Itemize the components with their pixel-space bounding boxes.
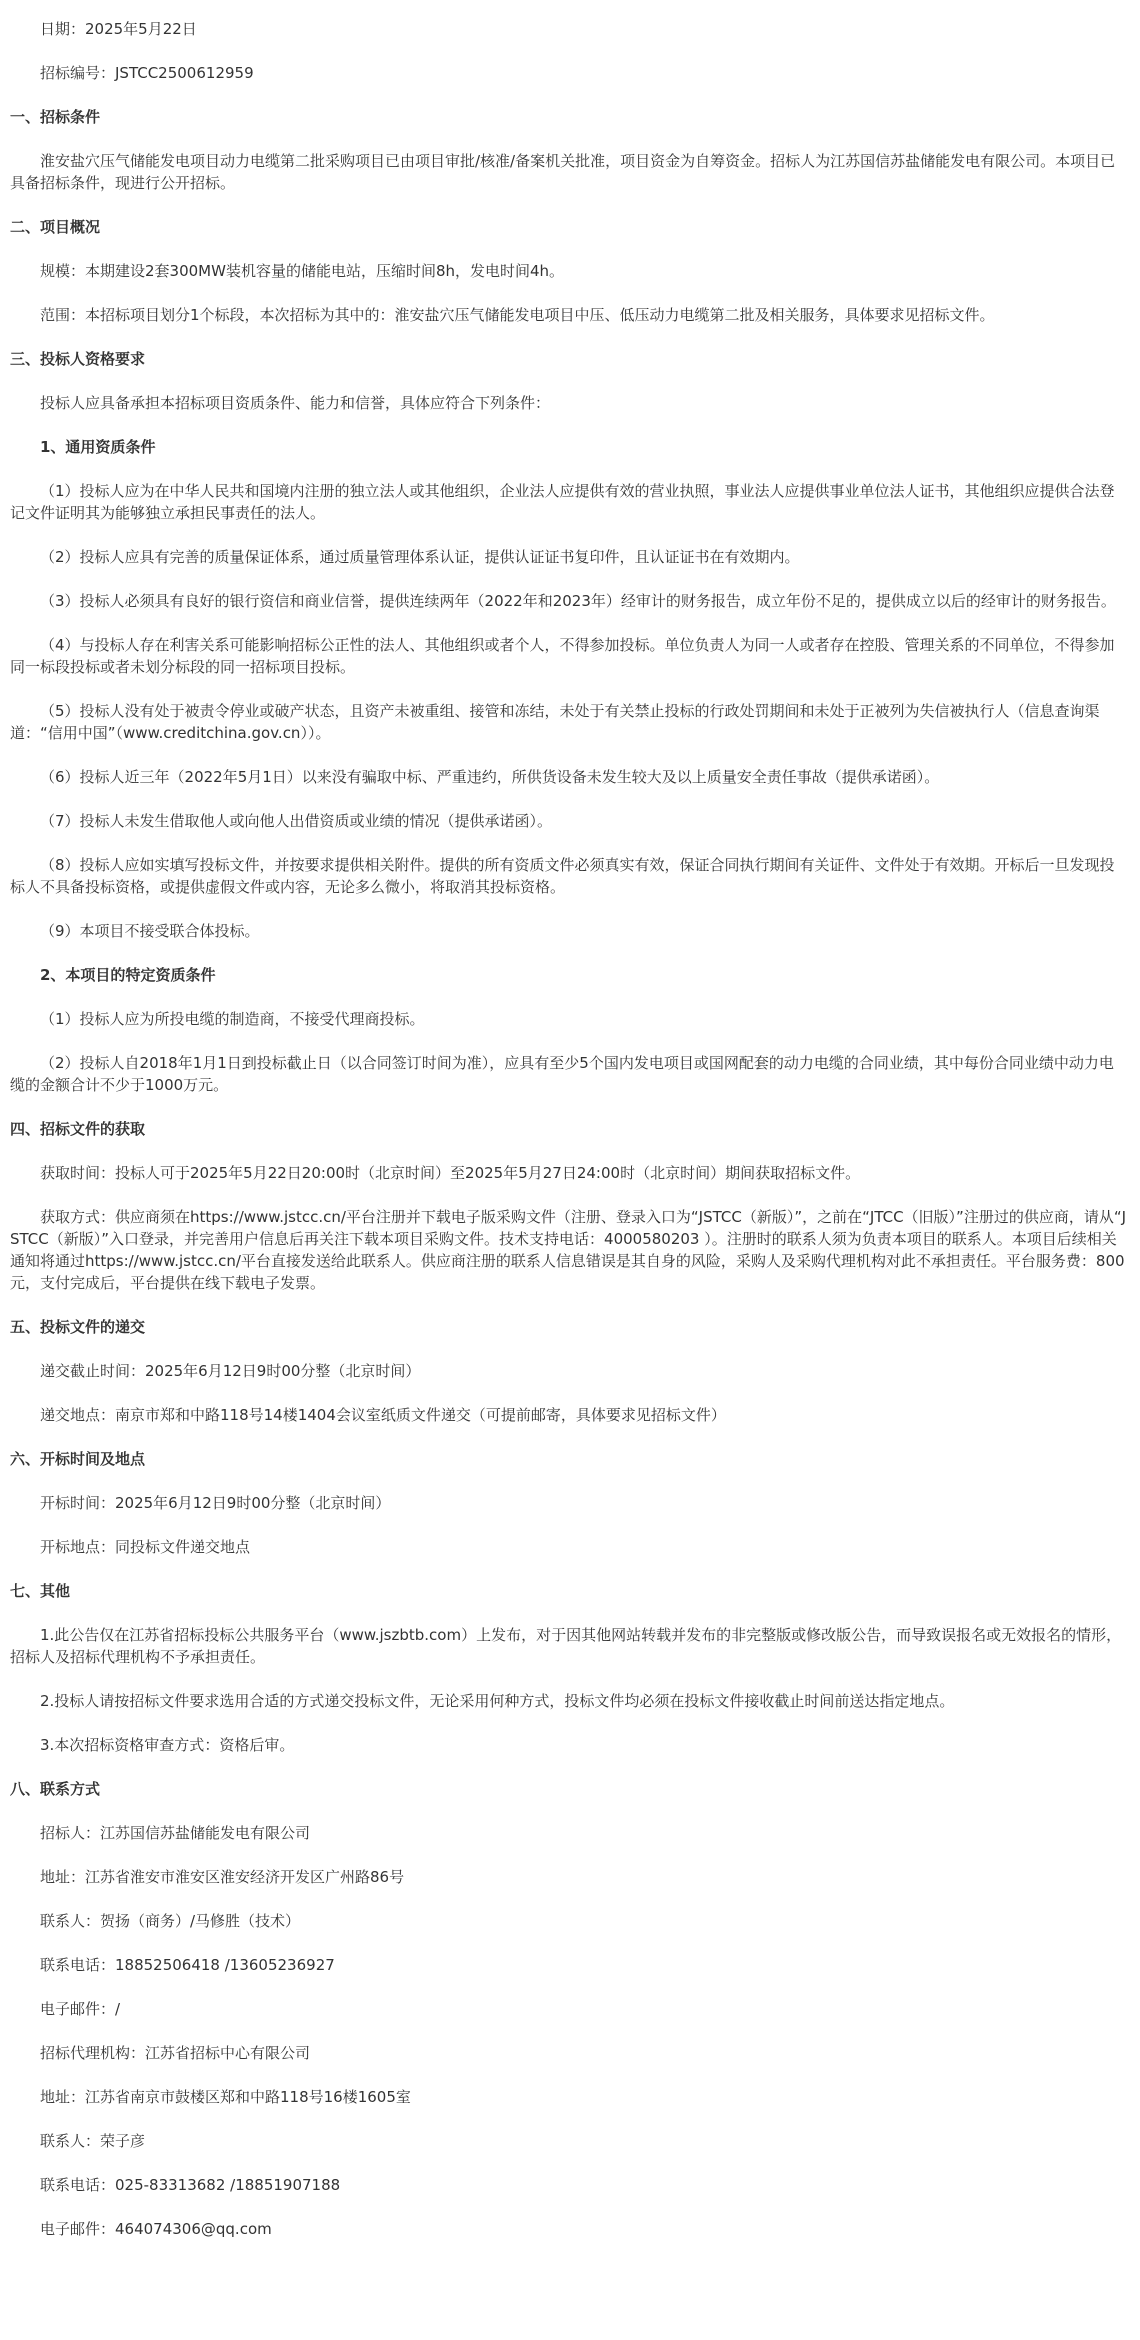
paragraph: （9）本项目不接受联合体投标。: [40, 922, 260, 940]
paragraph: 递交截止时间：2025年6月12日9时00分整（北京时间）: [40, 1362, 421, 1380]
paragraph: 联系人：荣子彦: [40, 2132, 146, 2150]
paragraph: 获取时间：投标人可于2025年5月22日20:00时（北京时间）至2025年5月27日24:00时（北京时间）期间获取招标文件。: [40, 1164, 861, 1182]
paragraph: （8）投标人应如实填写投标文件，并按要求提供相关附件。提供的所有资质文件必须真实有效，保证合同执行期间有关证件、文件处于有效期。开标后一旦发现投标人不具备投标资格，或提供虚假文件或内容，无论多么微小，将取消其投标资格。: [10, 856, 1115, 896]
paragraph: （1）投标人应为在中华人民共和国境内注册的独立法人或其他组织，企业法人应提供有效的营业执照，事业法人应提供事业单位法人证书，其他组织应提供合法登记文件证明其为能够独立承担民事责任的法人。: [10, 482, 1115, 522]
section-heading: 二、项目概况: [10, 218, 101, 236]
section-heading: 六、开标时间及地点: [10, 1450, 146, 1468]
section-heading: 七、其他: [10, 1582, 71, 1600]
paragraph: 联系电话：18852506418 /13605236927: [40, 1956, 335, 1974]
paragraph: 联系人：贺扬（商务）/马修胜（技术）: [40, 1912, 301, 1930]
paragraph: （6）投标人近三年（2022年5月1日）以来没有骗取中标、严重违约，所供货设备未发生较大及以上质量安全责任事故（提供承诺函）。: [40, 768, 940, 786]
section-heading: 四、招标文件的获取: [10, 1120, 146, 1138]
paragraph: （4）与投标人存在利害关系可能影响招标公正性的法人、其他组织或者个人，不得参加投标。单位负责人为同一人或者存在控股、管理关系的不同单位，不得参加同一标段投标或者未划分标段的同一招标项目投标。: [10, 636, 1115, 676]
section-heading: 八、联系方式: [10, 1780, 101, 1798]
paragraph: 日期：2025年5月22日: [40, 20, 197, 38]
paragraph: 招标代理机构：江苏省招标中心有限公司: [40, 2044, 311, 2062]
paragraph: 招标人：江苏国信苏盐储能发电有限公司: [40, 1824, 311, 1842]
paragraph: 递交地点：南京市郑和中路118号14楼1404会议室纸质文件递交（可提前邮寄，具体要求见招标文件）: [40, 1406, 726, 1424]
section-heading: 三、投标人资格要求: [10, 350, 146, 368]
paragraph: 招标编号：JSTCC2500612959: [40, 64, 254, 82]
paragraph: 2.投标人请按招标文件要求选用合适的方式递交投标文件，无论采用何种方式，投标文件均必须在投标文件接收截止时间前送达指定地点。: [40, 1692, 955, 1710]
document-body: [10, 18, 1126, 2240]
paragraph: 范围：本招标项目划分1个标段，本次招标为其中的：淮安盐穴压气储能发电项目中压、低压动力电缆第二批及相关服务，具体要求见招标文件。: [40, 306, 995, 324]
paragraph: （5）投标人没有处于被责令停业或破产状态，且资产未被重组、接管和冻结，未处于有关禁止投标的行政处罚期间和未处于正被列为失信被执行人（信息查询渠道：“信用中国”（www.creditchina.gov.cn））。: [10, 702, 1100, 742]
paragraph: 地址：江苏省淮安市淮安区淮安经济开发区广州路86号: [40, 1868, 405, 1886]
paragraph: 开标地点：同投标文件递交地点: [40, 1538, 251, 1556]
paragraph: （7）投标人未发生借取他人或向他人出借资质或业绩的情况（提供承诺函）。: [40, 812, 553, 830]
section-heading: 五、投标文件的递交: [10, 1318, 146, 1336]
paragraph: （3）投标人必须具有良好的银行资信和商业信誉，提供连续两年（2022年和2023年）经审计的财务报告，成立年份不足的，提供成立以后的经审计的财务报告。: [40, 592, 1116, 610]
subsection-heading: 1、通用资质条件: [40, 438, 156, 456]
paragraph: 电子邮件：/: [40, 2000, 121, 2018]
paragraph: 联系电话：025-83313682 /18851907188: [40, 2176, 341, 2194]
paragraph: 获取方式：供应商须在https://www.jstcc.cn/平台注册并下载电子版采购文件（注册、登录入口为“JSTCC（新版）”，之前在“JTCC（旧版）”注册过的供应商，请从“JSTCC（新版）”入口登录，并完善用户信息后再关注下载本项目采购文件。技术支持电话：4000580203 ）。注册时的联系人须为负责本项目的联系人。本项目后续相关通知将通过https://www.jstcc.cn/平台直接发送给此联系人。供应商注册的联系人信息错误是其自身的风险，采购人及采购代理机构对此不承担责任。平台服务费：800元，支付完成后，平台提供在线下载电子发票。: [10, 1208, 1127, 1292]
paragraph: 投标人应具备承担本招标项目资质条件、能力和信誉，具体应符合下列条件：: [40, 394, 551, 412]
paragraph: （2）投标人应具有完善的质量保证体系，通过质量管理体系认证，提供认证证书复印件，且认证证书在有效期内。: [40, 548, 800, 566]
paragraph: 开标时间：2025年6月12日9时00分整（北京时间）: [40, 1494, 391, 1512]
paragraph: （1）投标人应为所投电缆的制造商，不接受代理商投标。: [40, 1010, 425, 1028]
paragraph: 1.此公告仅在江苏省招标投标公共服务平台（www.jszbtb.com）上发布，对于因其他网站转载并发布的非完整版或修改版公告，而导致误报名或无效报名的情形，招标人及招标代理机构不予承担责任。: [10, 1626, 1122, 1666]
subsection-heading: 2、本项目的特定资质条件: [40, 966, 216, 984]
paragraph: （2）投标人自2018年1月1日到投标截止日（以合同签订时间为准），应具有至少5个国内发电项目或国网配套的动力电缆的合同业绩，其中每份合同业绩中动力电缆的金额合计不少于1000万元。: [10, 1054, 1114, 1094]
paragraph: 淮安盐穴压气储能发电项目动力电缆第二批采购项目已由项目审批/核准/备案机关批准，项目资金为自筹资金。招标人为江苏国信苏盐储能发电有限公司。本项目已具备招标条件，现进行公开招标。: [10, 152, 1116, 192]
paragraph: 电子邮件：464074306@qq.com: [40, 2220, 272, 2238]
paragraph: 3.本次招标资格审查方式：资格后审。: [40, 1736, 295, 1754]
paragraph: 地址：江苏省南京市鼓楼区郑和中路118号16楼1605室: [40, 2088, 411, 2106]
section-heading: 一、招标条件: [10, 108, 101, 126]
paragraph: 规模：本期建设2套300MW装机容量的储能电站，压缩时间8h，发电时间4h。: [40, 262, 565, 280]
